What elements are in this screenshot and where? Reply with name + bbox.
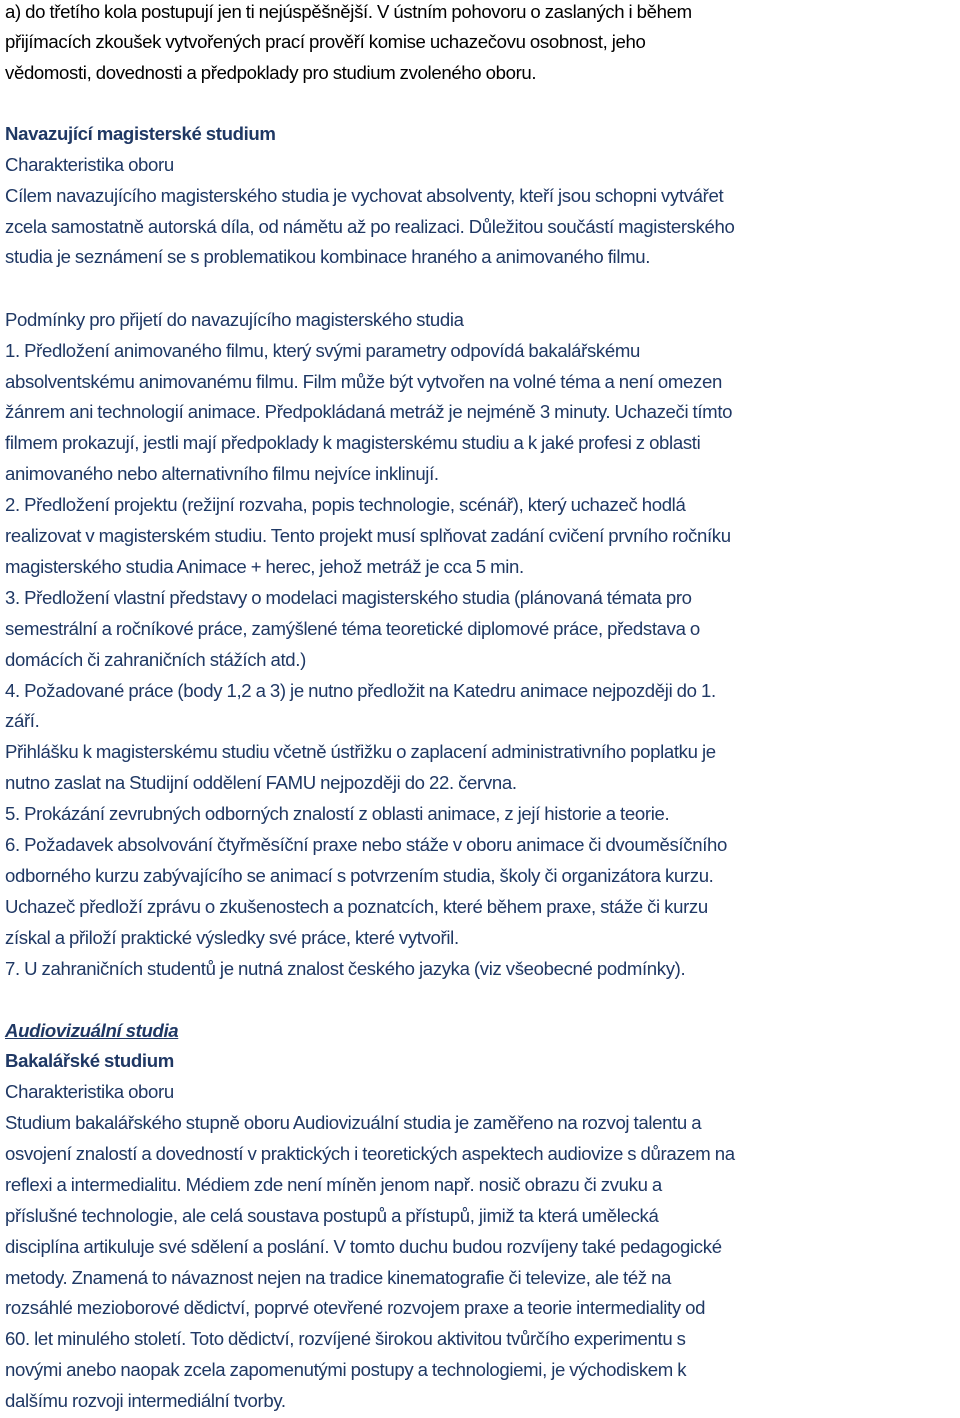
text-line: rozsáhlé mezioborové dědictví, poprvé otevřené rozvojem praxe a teorie intermediality od <box>5 1297 706 1318</box>
text-line: metody. Znamená to návaznost nejen na tradice kinematografie či televize, ale též na <box>5 1267 672 1288</box>
section-heading-magister: Navazující magisterské studium <box>5 123 276 144</box>
section-heading-audiovisual: Audiovizuální studia <box>5 1020 179 1041</box>
text-line: absolventskému animovanému filmu. Film může být vytvořen na volné téma a není omezen <box>5 371 722 392</box>
text-line: Uchazeč předloží zprávu o zkušenostech a poznatcích, které během praxe, stáže či kurzu <box>5 896 708 917</box>
text-line: září. <box>5 710 40 731</box>
text-line: osvojení znalostí a dovedností v praktických i teoretických aspektech audiovize s důrazem na <box>5 1143 735 1164</box>
text-line: dalšímu rozvoji intermediální tvorby. <box>5 1390 286 1411</box>
text-line: žánrem ani technologií animace. Předpokládaná metráž je nejméně 3 minuty. Uchazeči tímto <box>5 401 733 422</box>
text-line: odborného kurzu zabývajícího se animací s potvrzením studia, školy či organizátora kurzu. <box>5 865 714 886</box>
subheading-admission-conditions: Podmínky pro přijetí do navazujícího magisterského studia <box>5 309 464 330</box>
text-line: příslušné technologie, ale celá soustava postupů a přístupů, jimiž ta která umělecká <box>5 1205 659 1226</box>
subheading-characteristics: Charakteristika oboru <box>5 154 174 175</box>
text-line: disciplína artikuluje své sdělení a poslání. V tomto duchu budou rozvíjeny také pedagogické <box>5 1236 722 1257</box>
text-line: Cílem navazujícího magisterského studia je vychovat absolventy, kteří jsou schopni vytvářet <box>5 185 724 206</box>
text-line: Studium bakalářského stupně oboru Audiovizuální studia je zaměřeno na rozvoj talentu a <box>5 1112 702 1133</box>
text-line: 5. Prokázání zevrubných odborných znalostí z oblasti animace, z její historie a teorie. <box>5 803 670 824</box>
text-line: animovaného nebo alternativního filmu nejvíce inklinují. <box>5 463 439 484</box>
text-line: domácích či zahraničních stážích atd.) <box>5 649 306 670</box>
text-line: vědomosti, dovednosti a předpoklady pro studium zvoleného oboru. <box>5 62 537 83</box>
text-line: realizovat v magisterském studiu. Tento projekt musí splňovat zadání cvičení prvního ročníku <box>5 525 731 546</box>
text-line: přijímacích zkoušek vytvořených prací prověří komise uchazečovu osobnost, jeho <box>5 31 646 52</box>
text-line: reflexi a intermedialitu. Médiem zde není míněn jenom např. nosič obrazu či zvuku a <box>5 1174 662 1195</box>
text-line: 60. let minulého století. Toto dědictví, rozvíjené širokou aktivitou tvůrčího experimentu s <box>5 1328 686 1349</box>
text-line: zcela samostatně autorská díla, od námětu až po realizaci. Důležitou součástí magisterského <box>5 216 735 237</box>
text-line: a) do třetího kola postupují jen ti nejúspěšnější. V ústním pohovoru o zaslaných i během <box>5 1 692 22</box>
text-line: získal a přiloží praktické výsledky své práce, které vytvořil. <box>5 927 459 948</box>
text-line: filmem prokazují, jestli mají předpoklady k magisterskému studiu a k jaké profesi z oblasti <box>5 432 701 453</box>
text-line: 6. Požadavek absolvování čtyřměsíční praxe nebo stáže v oboru animace či dvouměsíčního <box>5 834 727 855</box>
subheading-characteristics: Charakteristika oboru <box>5 1081 174 1102</box>
text-line: nutno zaslat na Studijní oddělení FAMU nejpozději do 22. června. <box>5 772 517 793</box>
text-line: novými anebo naopak zcela zapomenutými postupy a technologiemi, je východiskem k <box>5 1359 687 1380</box>
subheading-bachelor: Bakalářské studium <box>5 1050 174 1071</box>
text-line: 1. Předložení animovaného filmu, který svými parametry odpovídá bakalářskému <box>5 340 640 361</box>
text-line: 4. Požadované práce (body 1,2 a 3) je nutno předložit na Katedru animace nejpozději do 1. <box>5 680 716 701</box>
text-line: studia je seznámení se s problematikou kombinace hraného a animovaného filmu. <box>5 246 651 267</box>
text-line: 3. Předložení vlastní představy o modelaci magisterského studia (plánovaná témata pro <box>5 587 692 608</box>
text-line: 2. Předložení projektu (režijní rozvaha, popis technologie, scénář), který uchazeč hodlá <box>5 494 686 515</box>
text-line: semestrální a ročníkové práce, zamýšlené téma teoretické diplomové práce, představa o <box>5 618 700 639</box>
text-line: magisterského studia Animace + herec, jehož metráž je cca 5 min. <box>5 556 524 577</box>
text-line: Přihlášku k magisterskému studiu včetně ústřižku o zaplacení administrativního poplatku je <box>5 741 716 762</box>
text-line: 7. U zahraničních studentů je nutná znalost českého jazyka (viz všeobecné podmínky). <box>5 958 686 979</box>
